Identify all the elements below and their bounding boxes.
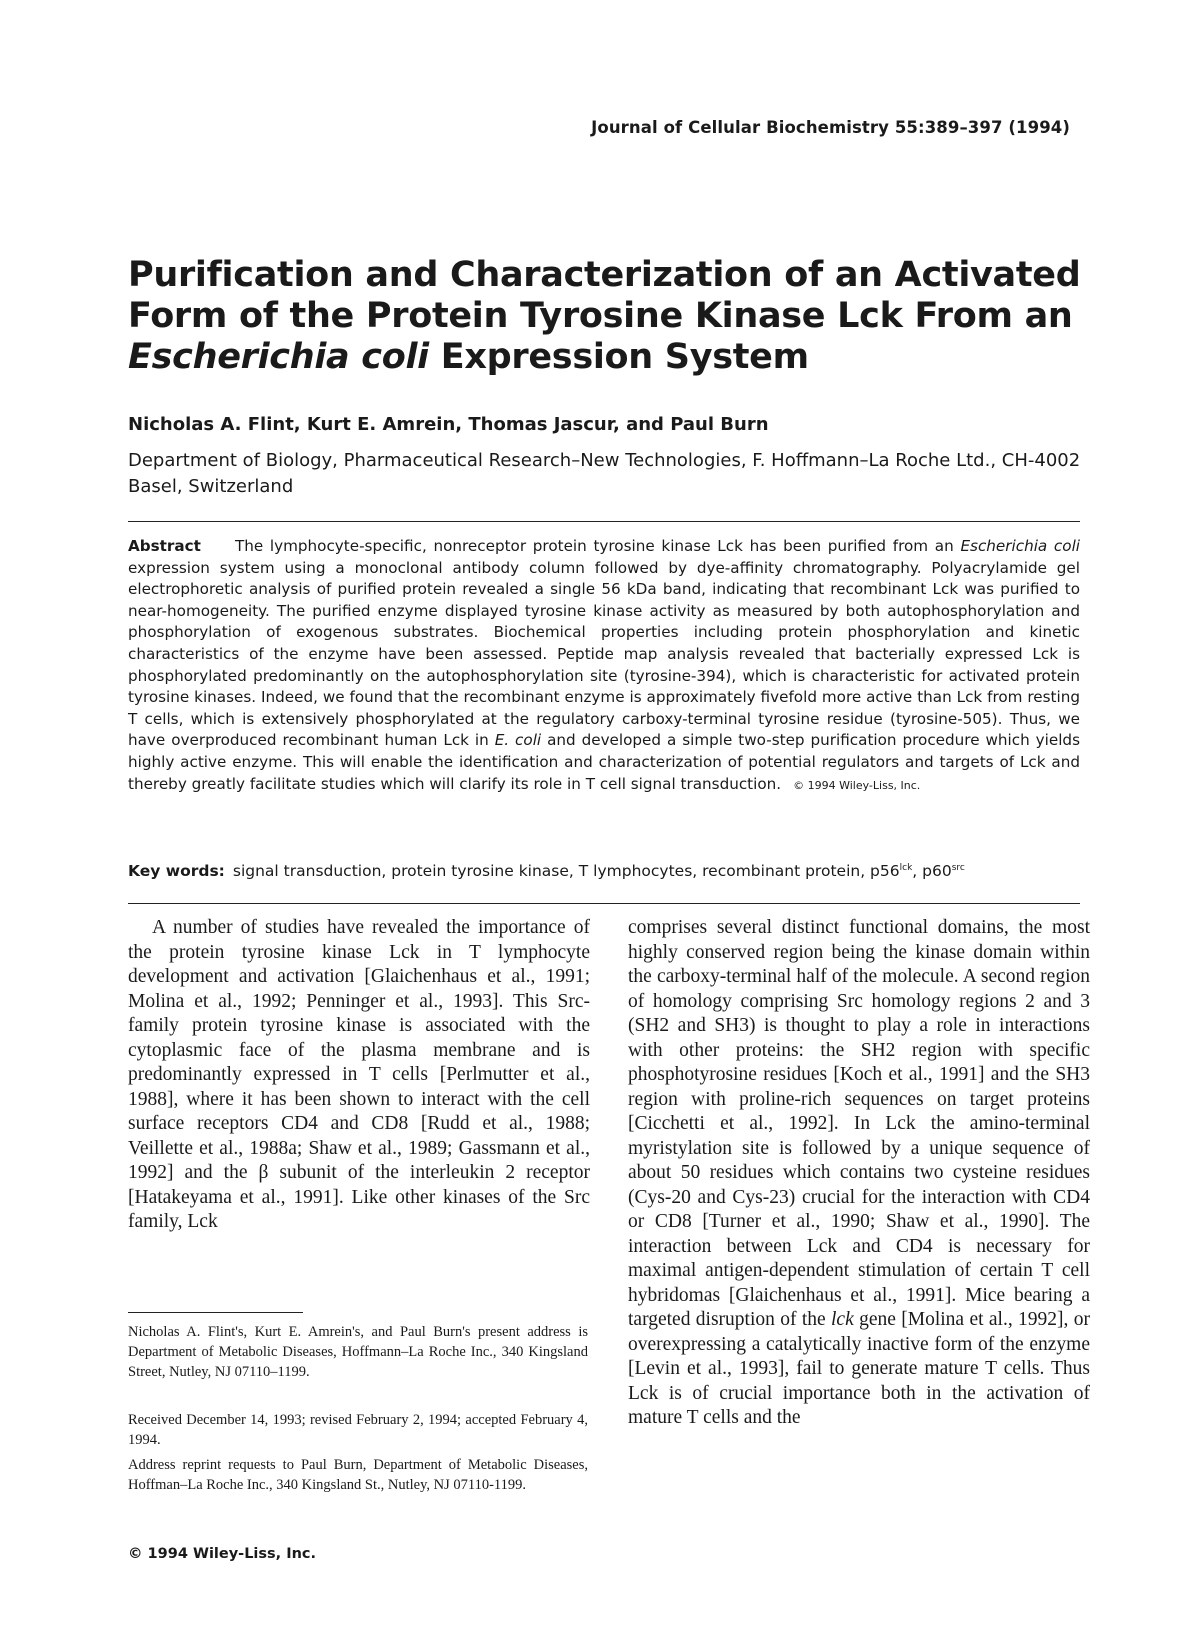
author-list: Nicholas A. Flint, Kurt E. Amrein, Thomas Jascur, and Paul Burn <box>128 414 769 435</box>
footnote-received: Received December 14, 1993; revised February 2, 1994; accepted February 4, 1994. <box>128 1412 588 1448</box>
page-copyright: © 1994 Wiley-Liss, Inc. <box>128 1546 317 1562</box>
abstract-text-1: The lymphocyte-specific, nonreceptor protein tyrosine kinase Lck has been purified from an <box>234 537 961 555</box>
abstract-text-3: and developed a simple two-step purification procedure which yields highly active enzyme. This will enable the identification and characterization of potential regulators and targets of Lck and thereby greatly facilitate studies which will clarify its role in T cell signal transduction. <box>128 731 1080 793</box>
footnote-address: Nicholas A. Flint's, Kurt E. Amrein's, and Paul Burn's present address is Department of Metabolic Diseases, Hoffmann–La Roche Inc., 340 Kingsland Street, Nutley, NJ 07110–1199. <box>128 1324 588 1380</box>
footnote-rule <box>128 1312 303 1313</box>
keywords <box>128 862 1088 880</box>
body-right-text-a: comprises several distinct functional domains, the most highly conserved region being the kinase domain within the carboxy-terminal half of the molecule. A second region of homology comprising Src homology regions 2 and 3 (SH2 and SH3) is thought to play a role in interactions with other proteins: the SH2 region with specific phosphotyrosine residues [Koch et al., 1991] and the SH3 region with proline-rich sequences on target proteins [Cicchetti et al., 1992]. In Lck the amino-terminal myristylation site is followed by a unique sequence of about 50 residues which contains two cysteine residues (Cys-20 and Cys-23) crucial for the interaction with CD4 or CD8 [Turner et al., 1990; Shaw et al., 1990]. The interaction between Lck and CD4 is necessary for maximal antigen-dependent stimulation of certain T cell hybridomas [Glaichenhaus et al., 1991]. Mice bearing a targeted disruption of the <box>628 917 1090 1330</box>
abstract-italic-1: Escherichia coli <box>960 537 1081 555</box>
abstract-bottom-rule <box>128 903 1080 904</box>
body-right-gene-name: lck <box>831 1309 854 1330</box>
keywords-sup-src: src <box>951 862 965 873</box>
abstract-top-rule <box>128 521 1080 522</box>
abstract-text-2: expression system using a monoclonal antibody column followed by dye-affinity chromatography. Polyacrylamide gel electrophoretic analysis of purified protein revealed a single 56 kDa band, indicating that recombinant Lck was purified to near-homogeneity. The purified enzyme displayed tyrosine kinase activity as measured by both autophosphorylation and phosphorylation of exogenous substrates. Biochemical properties including protein phosphorylation and kinetic characteristics of the enzyme have been assessed. Peptide map analysis revealed that bacterially expressed Lck is phosphorylated predominantly on the autophosphorylation site (tyrosine-394), which is characteristic for activated protein tyrosine kinases. Indeed, we found that the recombinant enzyme is approximately fivefold more active than Lck from resting T cells, which is extensively phosphorylated at the regulatory carboxy-terminal tyrosine residue (tyrosine-505). Thus, we have overproduced recombinant human Lck in <box>128 558 1080 750</box>
title-part-2: Expression System <box>428 337 809 377</box>
title-species: Escherichia coli <box>128 337 429 377</box>
footnote-reprint: Address reprint requests to Paul Burn, Department of Metabolic Diseases, Hoffman–La Roche Inc., 340 Kingsland St., Nutley, NJ 07110-1199. <box>128 1457 588 1493</box>
abstract-copyright: © 1994 Wiley-Liss, Inc. <box>793 778 921 792</box>
keywords-text: signal transduction, protein tyrosine kinase, T lymphocytes, recombinant protein, p56 <box>232 862 900 880</box>
abstract <box>128 536 1080 796</box>
affiliation: Department of Biology, Pharmaceutical Research–New Technologies, F. Hoffmann–La Roche Ltd., CH-4002 Basel, Switzerland <box>128 450 1081 497</box>
article-title <box>128 255 1088 378</box>
keywords-label: Key words: <box>128 862 225 880</box>
abstract-italic-2: E. coli <box>494 731 542 750</box>
abstract-label: Abstract <box>128 537 201 555</box>
title-part-1: Purification and Characterization of an Activated Form of the Protein Tyrosine Kinase Lck From an <box>128 255 1081 336</box>
keywords-sep: , p60 <box>912 862 952 880</box>
keywords-sup-lck: lck <box>899 862 913 873</box>
body-column-left: A number of studies have revealed the importance of the protein tyrosine kinase Lck in T lymphocyte development and activation [Glaichenhaus et al., 1991; Molina et al., 1992; Penninger et al., 1993]. This Src-family protein tyrosine kinase is associated with the cytoplasmic face of the plasma membrane and is predominantly expressed in T cells [Perlmutter et al., 1988], where it has been shown to interact with the cell surface receptors CD4 and CD8 [Rudd et al., 1988; Veillette et al., 1988a; Shaw et al., 1989; Gassmann et al., 1992] and the β subunit of the interleukin 2 receptor [Hatakeyama et al., 1991]. Like other kinases of the Src family, Lck <box>128 917 590 1232</box>
body-column-right <box>628 916 1090 1431</box>
journal-citation: Journal of Cellular Biochemistry 55:389–397 (1994) <box>591 118 1070 137</box>
body-right-text-b: gene [Molina et al., 1992], or overexpressing a catalytically inactive form of the enzyme [Levin et al., 1993], fail to generate mature T cells. Thus Lck is of crucial importance both in the activation of mature T cells and the <box>628 1309 1091 1428</box>
